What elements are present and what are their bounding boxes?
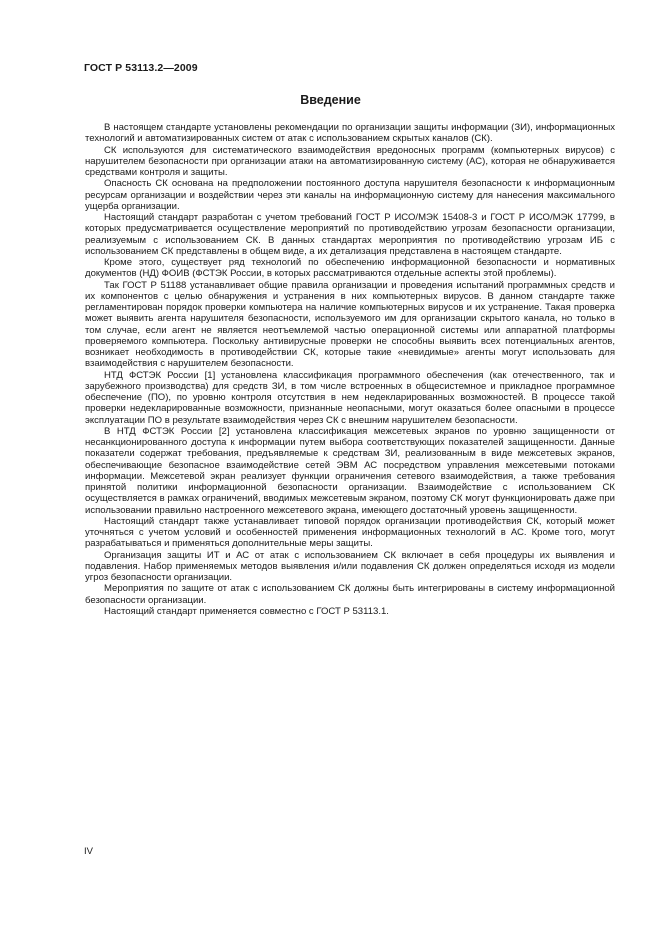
paragraph: Мероприятия по защите от атак с использованием СК должны быть интегрированы в систему информационной безопасности организации. xyxy=(85,583,615,606)
paragraph: Опасность СК основана на предположении постоянного доступа нарушителя безопасности к информационным ресурсам организации и воздействии через эти каналы на информационную систему для нанесения максимального ущерба организации. xyxy=(85,178,615,212)
paragraph: Кроме этого, существует ряд технологий по обеспечению информационной безопасности и нормативных документов (НД) ФОИВ (ФСТЭК России, в которых рассматриваются отдельные аспекты этой проблемы). xyxy=(85,257,615,280)
paragraph: Настоящий стандарт также устанавливает типовой порядок организации противодействия СК, который может уточняться с учетом условий и особенностей применения информационных технологий в АС. Кроме того, могут разрабатываться и применяться дополнительные меры защиты. xyxy=(85,515,615,550)
body-text xyxy=(85,122,615,617)
paragraph: В НТД ФСТЭК России [2] установлена классификация межсетевых экранов по уровню защищенности от несанкционированного доступа к информации путем выбора соответствующих показателей защищенности. Данные показатели содержат требования, предъявляемые к средствам ЗИ, реализованным в виде межсетевых экранов, обеспечивающие безопасное взаимодействие сетей ЭВМ АС посредством управления межсетевыми потоками информации. Межсетевой экран реализует функции ограничения сетевого взаимодействия, а также требования принятой политики информационной безопасности организации. Взаимодействие с использованием СК осуществляется в рамках ограничений, вводимых межсетевым экраном, поэтому СК могут функционировать даже при использовании правильно настроенного межсетевого экрана, имеющего достаточный уровень защищенности. xyxy=(85,425,615,516)
page-number: IV xyxy=(84,846,93,857)
paragraph: НТД ФСТЭК России [1] установлена классификация программного обеспечения (как отечественного, так и зарубежного производства) для средств ЗИ, в том числе встроенных в общесистемное и прикладное программное обеспечение (ПО), по уровню контроля отсутствия в нем недекларированных возможностей. В процессе такой проверки недекларированные возможности, признанные неопасными, могут оказаться более опасными в процессе эксплуатации ПО в результате взаимодействия через СК с внешним нарушителем безопасности. xyxy=(85,369,615,426)
paragraph: Организация защиты ИТ и АС от атак с использованием СК включает в себя процедуры их выявления и подавления. Набор применяемых методов выявления и/или подавления СК должен определяться исходя из модели угроз безопасности организации. xyxy=(85,549,615,583)
paragraph: СК используются для систематического взаимодействия вредоносных программ (компьютерных вирусов) с нарушителем безопасности при организации атаки на автоматизированную систему (АС), которая не обнаруживается средствами контроля и защиты. xyxy=(85,144,615,178)
standard-header: ГОСТ Р 53113.2—2009 xyxy=(84,62,198,74)
paragraph: Так ГОСТ Р 51188 устанавливает общие правила организации и проведения испытаний программных средств и их компонентов с целью обнаружения и устранения в них компьютерных вирусов. В данном стандарте также регламентирован порядок проверки компьютера на наличие компьютерных вирусов и их устранение. Такая проверка может выявить агента нарушителя безопасности, используемого им для организации скрытого канала, но только в том случае, если агент не является неотъемлемой частью операционной системы или аппаратной платформы проверяемого компьютера. Поскольку антивирусные проверки не способны выявить всех потенциальных агентов, возникает необходимость в противодействии СК, которые такие «невидимые» агенты могут использовать для взаимодействия с нарушителем безопасности. xyxy=(85,279,615,370)
paragraph: В настоящем стандарте установлены рекомендации по организации защиты информации (ЗИ), информационных технологий и автоматизированных систем от атак с использованием скрытых каналов (СК). xyxy=(85,122,615,145)
paragraph: Настоящий стандарт разработан с учетом требований ГОСТ Р ИСО/МЭК 15408-3 и ГОСТ Р ИСО/МЭК 17799, в которых предусматривается осуществление мероприятий по противодействию угрозам безопасности организации, реализуемым с использованием СК. В данных стандартах мероприятия по противодействию угрозам ИБ с использованием СК представлены в общем виде, а их детализация представлена в настоящем стандарте. xyxy=(85,212,615,257)
paragraph: Настоящий стандарт применяется совместно с ГОСТ Р 53113.1. xyxy=(104,605,389,617)
section-title: Введение xyxy=(300,93,361,107)
